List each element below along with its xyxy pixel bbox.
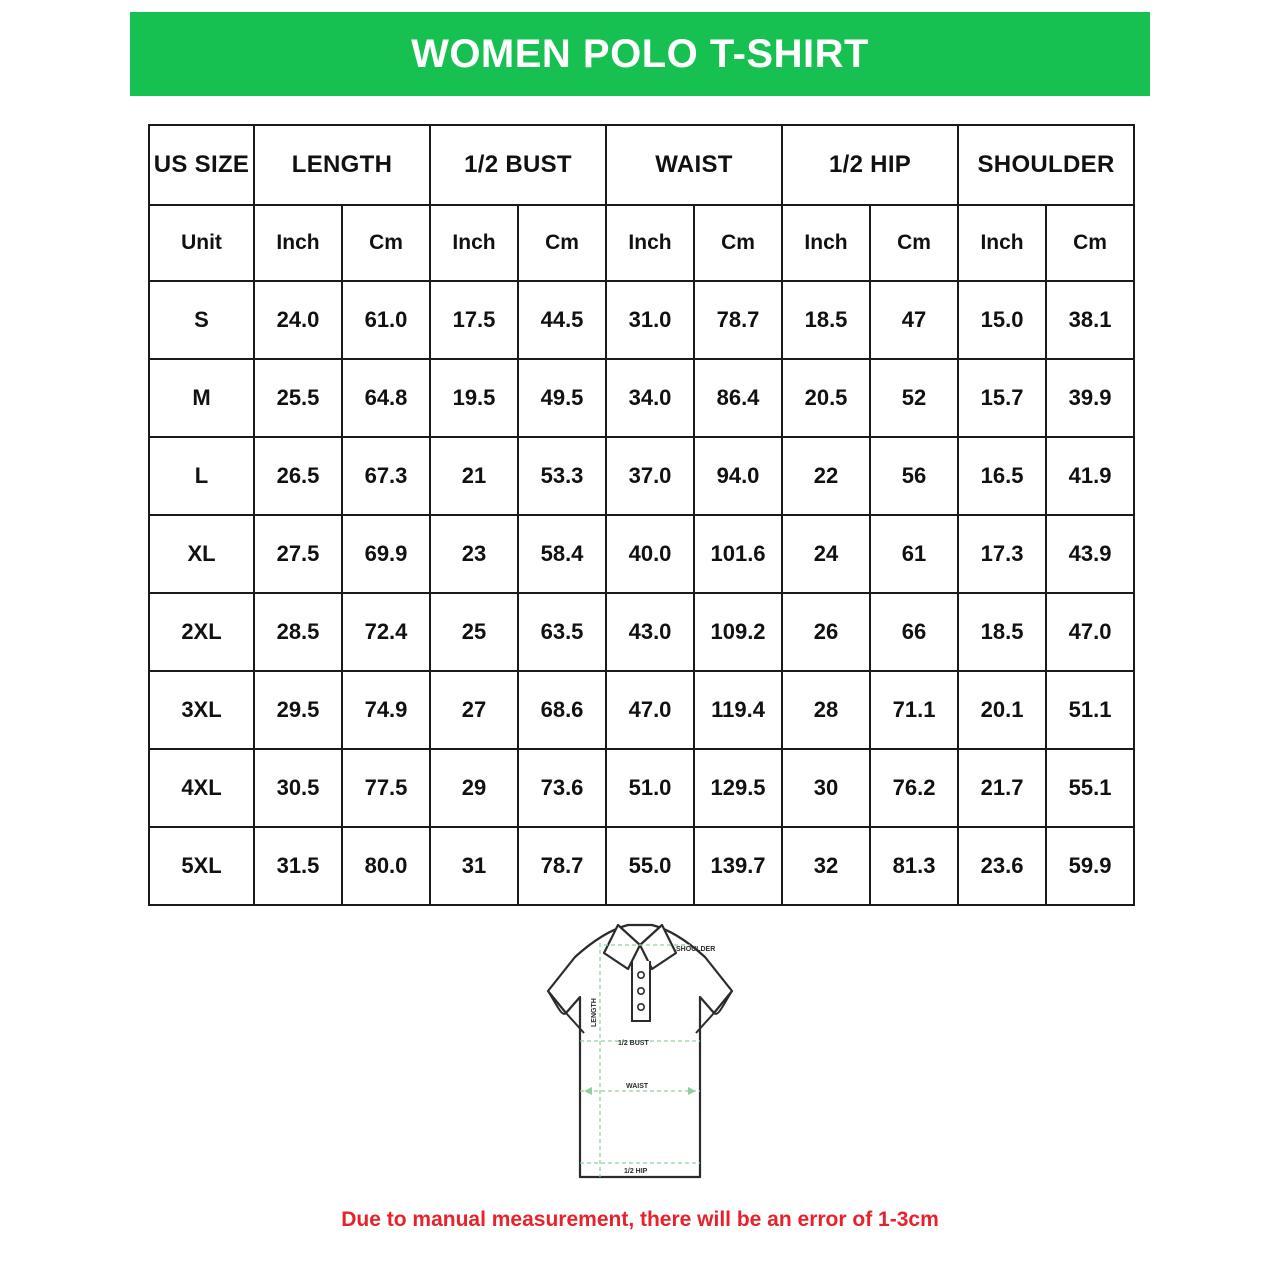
cell-size: XL: [149, 515, 254, 593]
cell-waist-inch: 40.0: [606, 515, 694, 593]
cell-hip-inch: 32: [782, 827, 870, 905]
unit-waist-inch: Inch: [606, 205, 694, 281]
table-row: [149, 827, 1134, 905]
cell-waist-cm: 94.0: [694, 437, 782, 515]
cell-hip-cm: 71.1: [870, 671, 958, 749]
unit-length-cm: Cm: [342, 205, 430, 281]
cell-size: M: [149, 359, 254, 437]
cell-length-cm: 61.0: [342, 281, 430, 359]
cell-hip-inch: 26: [782, 593, 870, 671]
cell-length-inch: 26.5: [254, 437, 342, 515]
cell-length-inch: 25.5: [254, 359, 342, 437]
cell-bust-inch: 31: [430, 827, 518, 905]
cell-length-inch: 30.5: [254, 749, 342, 827]
cell-size: 4XL: [149, 749, 254, 827]
cell-length-cm: 67.3: [342, 437, 430, 515]
cell-waist-inch: 47.0: [606, 671, 694, 749]
table-row: [149, 281, 1134, 359]
cell-bust-cm: 78.7: [518, 827, 606, 905]
cell-size: S: [149, 281, 254, 359]
cell-length-inch: 28.5: [254, 593, 342, 671]
measurement-disclaimer: Due to manual measurement, there will be an error of 1-3cm: [341, 1208, 939, 1231]
cell-waist-cm: 119.4: [694, 671, 782, 749]
cell-waist-inch: 43.0: [606, 593, 694, 671]
table-row: [149, 515, 1134, 593]
column-header-us-size: US SIZE: [149, 125, 254, 205]
cell-shoulder-inch: 20.1: [958, 671, 1046, 749]
cell-length-cm: 80.0: [342, 827, 430, 905]
cell-hip-cm: 81.3: [870, 827, 958, 905]
label-waist: WAIST: [626, 1083, 649, 1090]
label-shoulder: SHOULDER: [676, 946, 716, 953]
cell-hip-cm: 52: [870, 359, 958, 437]
cell-length-inch: 27.5: [254, 515, 342, 593]
cell-waist-cm: 109.2: [694, 593, 782, 671]
cell-length-cm: 72.4: [342, 593, 430, 671]
column-header-length: LENGTH: [254, 125, 430, 205]
cell-waist-cm: 129.5: [694, 749, 782, 827]
cell-size: 3XL: [149, 671, 254, 749]
cell-shoulder-cm: 38.1: [1046, 281, 1134, 359]
column-header-shoulder: SHOULDER: [958, 125, 1134, 205]
cell-bust-cm: 68.6: [518, 671, 606, 749]
cell-bust-cm: 73.6: [518, 749, 606, 827]
cell-hip-cm: 66: [870, 593, 958, 671]
cell-waist-cm: 86.4: [694, 359, 782, 437]
cell-waist-cm: 101.6: [694, 515, 782, 593]
button-bottom: [638, 1004, 644, 1010]
cell-hip-inch: 18.5: [782, 281, 870, 359]
cell-shoulder-inch: 23.6: [958, 827, 1046, 905]
cell-shoulder-cm: 51.1: [1046, 671, 1134, 749]
cell-waist-inch: 37.0: [606, 437, 694, 515]
cell-bust-inch: 27: [430, 671, 518, 749]
cell-size: 2XL: [149, 593, 254, 671]
cell-shoulder-inch: 15.7: [958, 359, 1046, 437]
cell-hip-cm: 56: [870, 437, 958, 515]
cell-length-inch: 29.5: [254, 671, 342, 749]
cell-shoulder-cm: 41.9: [1046, 437, 1134, 515]
cell-size: 5XL: [149, 827, 254, 905]
cell-waist-inch: 34.0: [606, 359, 694, 437]
cell-length-inch: 24.0: [254, 281, 342, 359]
cell-hip-cm: 61: [870, 515, 958, 593]
cell-waist-cm: 78.7: [694, 281, 782, 359]
unit-shoulder-inch: Inch: [958, 205, 1046, 281]
column-header-half-bust: 1/2 BUST: [430, 125, 606, 205]
table-header-groups: [149, 125, 1134, 205]
cell-length-cm: 69.9: [342, 515, 430, 593]
cell-shoulder-cm: 55.1: [1046, 749, 1134, 827]
unit-hip-cm: Cm: [870, 205, 958, 281]
cell-length-inch: 31.5: [254, 827, 342, 905]
table-unit-row: [149, 205, 1134, 281]
column-header-half-hip: 1/2 HIP: [782, 125, 958, 205]
table-row: [149, 359, 1134, 437]
column-header-waist: WAIST: [606, 125, 782, 205]
polo-shirt-icon: [500, 895, 780, 1195]
cell-shoulder-inch: 18.5: [958, 593, 1046, 671]
cell-bust-inch: 19.5: [430, 359, 518, 437]
button-middle: [638, 988, 644, 994]
cell-waist-cm: 139.7: [694, 827, 782, 905]
cell-shoulder-inch: 16.5: [958, 437, 1046, 515]
cell-shoulder-inch: 17.3: [958, 515, 1046, 593]
cell-shoulder-inch: 21.7: [958, 749, 1046, 827]
table-row: [149, 671, 1134, 749]
cell-length-cm: 74.9: [342, 671, 430, 749]
cell-bust-inch: 17.5: [430, 281, 518, 359]
unit-shoulder-cm: Cm: [1046, 205, 1134, 281]
cell-bust-cm: 44.5: [518, 281, 606, 359]
cell-bust-inch: 21: [430, 437, 518, 515]
page-title: WOMEN POLO T-SHIRT: [411, 31, 869, 76]
cell-waist-inch: 55.0: [606, 827, 694, 905]
cell-length-cm: 64.8: [342, 359, 430, 437]
unit-label: Unit: [149, 205, 254, 281]
cell-bust-cm: 58.4: [518, 515, 606, 593]
label-half-hip: 1/2 HIP: [624, 1168, 648, 1175]
unit-waist-cm: Cm: [694, 205, 782, 281]
cell-waist-inch: 51.0: [606, 749, 694, 827]
cell-bust-cm: 63.5: [518, 593, 606, 671]
cell-shoulder-cm: 43.9: [1046, 515, 1134, 593]
button-top: [638, 972, 644, 978]
cell-shoulder-cm: 39.9: [1046, 359, 1134, 437]
header-banner: [130, 12, 1150, 96]
size-table: [148, 124, 1135, 906]
cell-hip-inch: 24: [782, 515, 870, 593]
cell-hip-inch: 28: [782, 671, 870, 749]
cell-length-cm: 77.5: [342, 749, 430, 827]
cell-bust-inch: 29: [430, 749, 518, 827]
cell-shoulder-cm: 47.0: [1046, 593, 1134, 671]
cell-bust-cm: 49.5: [518, 359, 606, 437]
table-row: [149, 437, 1134, 515]
cell-bust-inch: 23: [430, 515, 518, 593]
cell-shoulder-inch: 15.0: [958, 281, 1046, 359]
size-table-container: [148, 124, 1133, 906]
cell-hip-inch: 20.5: [782, 359, 870, 437]
cell-hip-inch: 22: [782, 437, 870, 515]
cell-bust-cm: 53.3: [518, 437, 606, 515]
cell-size: L: [149, 437, 254, 515]
unit-hip-inch: Inch: [782, 205, 870, 281]
polo-shirt-diagram: [500, 895, 780, 1195]
unit-length-inch: Inch: [254, 205, 342, 281]
table-row: [149, 593, 1134, 671]
table-row: [149, 749, 1134, 827]
cell-hip-inch: 30: [782, 749, 870, 827]
unit-bust-inch: Inch: [430, 205, 518, 281]
cell-shoulder-cm: 59.9: [1046, 827, 1134, 905]
cell-hip-cm: 76.2: [870, 749, 958, 827]
unit-bust-cm: Cm: [518, 205, 606, 281]
label-half-bust: 1/2 BUST: [618, 1040, 649, 1047]
label-length: LENGTH: [591, 998, 598, 1027]
cell-waist-inch: 31.0: [606, 281, 694, 359]
cell-bust-inch: 25: [430, 593, 518, 671]
cell-hip-cm: 47: [870, 281, 958, 359]
